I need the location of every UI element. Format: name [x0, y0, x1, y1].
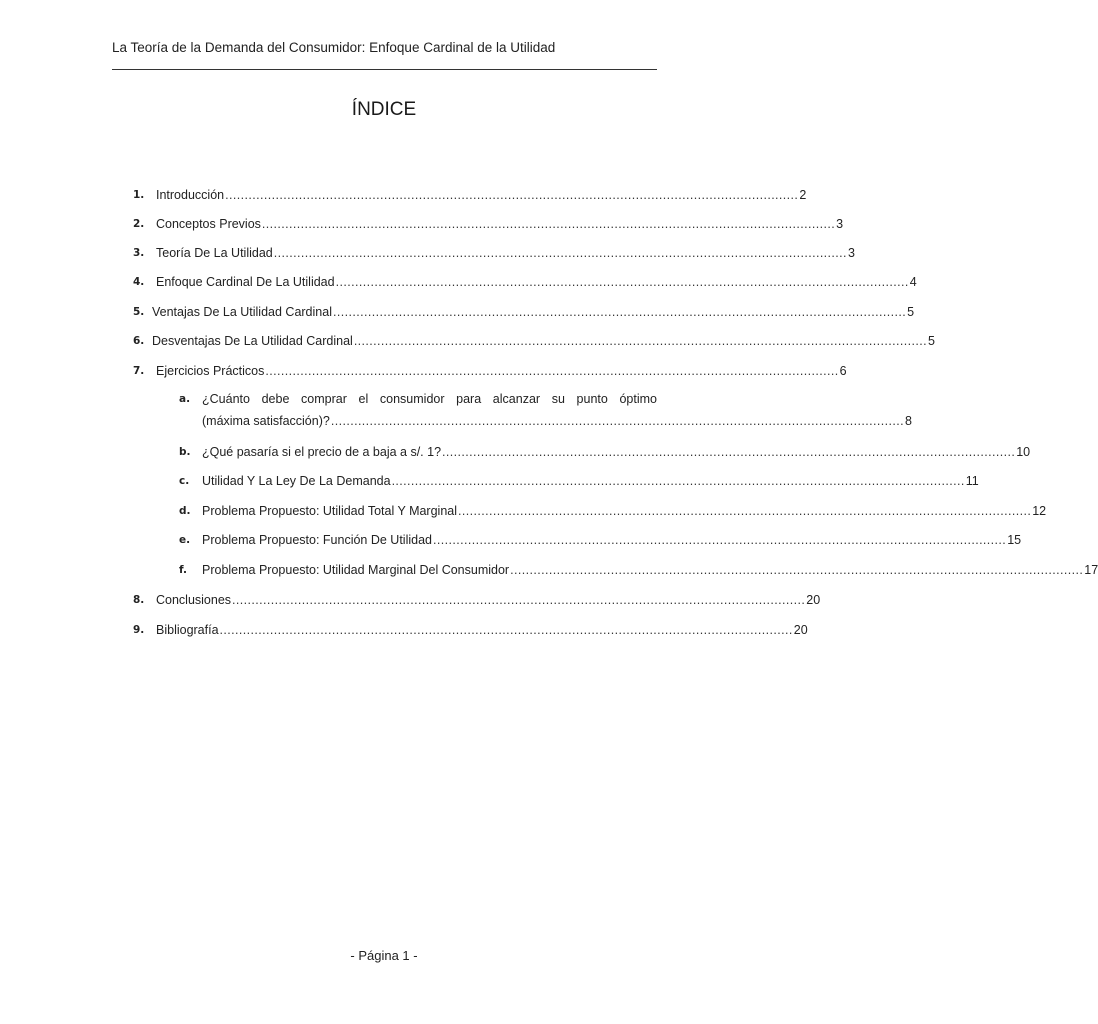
toc-entry-label: ¿Qué pasaría si el precio de a baja a s/. 1?: [202, 445, 442, 459]
toc-entry-number: 9.: [133, 624, 145, 636]
toc-entry-number: f.: [179, 564, 187, 576]
toc-entry-label: Desventajas De La Utilidad Cardinal: [152, 334, 353, 348]
toc-leader-dots: ....................................................................................................................................................: [391, 474, 965, 488]
toc-entry-ventajas[interactable]: [133, 302, 915, 322]
toc-entry-page: 2: [799, 188, 807, 202]
toc-leader-dots: ....................................................................................................................................................: [330, 414, 905, 428]
toc-entry-number: 4.: [133, 276, 145, 288]
toc-entry-page: 15: [1007, 533, 1022, 547]
toc-entry-label: Conclusiones: [156, 593, 232, 607]
toc-entry-page: 20: [806, 593, 821, 607]
toc-subentry-f[interactable]: [179, 560, 1098, 580]
toc-leader-dots: ....................................................................................................................................................: [335, 275, 909, 289]
page-number-footer: - Página 1 -: [350, 948, 418, 963]
toc-leader-dots: ....................................................................................................................................................: [442, 445, 1016, 459]
toc-entry-label-line2: (máxima satisfacción)?: [202, 414, 330, 428]
toc-entry-label: Problema Propuesto: Utilidad Total Y Marginal: [202, 504, 458, 518]
toc-entry-number: 7.: [133, 365, 145, 377]
toc-entry-page: 10: [1016, 445, 1031, 459]
toc-entry-number: b.: [179, 446, 191, 458]
toc-leader-dots: ....................................................................................................................................................: [510, 563, 1084, 577]
toc-leader-dots: ....................................................................................................................................................: [432, 533, 1007, 547]
toc-entry-teoria-utilidad[interactable]: [133, 243, 855, 263]
toc-entry-number: 1.: [133, 189, 145, 201]
toc-entry-number: 3.: [133, 247, 145, 259]
toc-subentry-d[interactable]: [179, 501, 1047, 521]
toc-entry-enfoque-cardinal[interactable]: [133, 272, 917, 292]
toc-entry-page: 17: [1084, 563, 1098, 577]
toc-entry-label: Problema Propuesto: Utilidad Marginal Del Consumidor: [202, 563, 510, 577]
toc-leader-dots: ....................................................................................................................................................: [219, 623, 793, 637]
toc-entry-page: 3: [847, 246, 855, 260]
toc-entry-label: Teoría De La Utilidad: [156, 246, 273, 260]
toc-leader-dots: ....................................................................................................................................................: [265, 364, 839, 378]
toc-leader-dots: ....................................................................................................................................................: [332, 305, 907, 319]
toc-entry-page: 5: [907, 305, 915, 319]
toc-entry-conclusiones[interactable]: [133, 590, 821, 610]
toc-entry-desventajas[interactable]: [133, 331, 935, 351]
toc-leader-dots: ....................................................................................................................................................: [261, 217, 836, 231]
toc-entry-number: 6.: [133, 335, 145, 347]
toc-entry-label: Ejercicios Prácticos: [156, 364, 265, 378]
page-title: ÍNDICE: [351, 99, 417, 120]
toc-entry-page: 12: [1032, 504, 1047, 518]
header-rule: [112, 69, 657, 70]
toc-entry-label: Introducción: [156, 188, 225, 202]
toc-entry-label: Bibliografía: [156, 623, 219, 637]
toc-leader-dots: ....................................................................................................................................................: [353, 334, 928, 348]
toc-entry-ejercicios[interactable]: [133, 361, 847, 381]
toc-entry-page: 11: [965, 474, 979, 488]
toc-entry-page: 5: [928, 334, 935, 348]
toc-entry-conceptos-previos[interactable]: [133, 214, 844, 234]
toc-entry-number: 2.: [133, 218, 145, 230]
toc-entry-page: 4: [909, 275, 917, 289]
toc-entry-introduccion[interactable]: [133, 185, 807, 205]
toc-leader-dots: ....................................................................................................................................................: [232, 593, 806, 607]
toc-leader-dots: ....................................................................................................................................................: [225, 188, 799, 202]
toc-subentry-c[interactable]: [179, 471, 979, 491]
toc-entry-page: 8: [905, 414, 912, 428]
toc-entry-bibliografia[interactable]: [133, 620, 808, 640]
toc-entry-page: 3: [836, 217, 844, 231]
toc-entry-label: Problema Propuesto: Función De Utilidad: [202, 533, 432, 547]
toc-entry-number: c.: [179, 475, 190, 487]
toc-entry-number: e.: [179, 534, 191, 546]
toc-entry-label: Utilidad Y La Ley De La Demanda: [202, 474, 391, 488]
toc-leader-dots: ....................................................................................................................................................: [273, 246, 847, 260]
toc-subentry-e[interactable]: [179, 530, 1022, 550]
toc-leader-dots: ....................................................................................................................................................: [458, 504, 1032, 518]
toc-entry-label-line1: ¿Cuánto debe comprar el consumidor para alcanzar su punto óptimo: [202, 392, 657, 406]
toc-entry-number: a.: [179, 393, 191, 405]
toc-entry-label: Enfoque Cardinal De La Utilidad: [156, 275, 335, 289]
toc-entry-page: 6: [839, 364, 847, 378]
page-header-title: La Teoría de la Demanda del Consumidor: Enfoque Cardinal de la Utilidad: [112, 40, 556, 55]
toc-entry-number: d.: [179, 505, 191, 517]
toc-entry-number: 8.: [133, 594, 145, 606]
toc-subentry-b[interactable]: [179, 442, 1031, 462]
toc-entry-number: 5.: [133, 306, 145, 318]
toc-entry-label: Ventajas De La Utilidad Cardinal: [152, 305, 332, 319]
toc-entry-label: Conceptos Previos: [156, 217, 261, 231]
toc-entry-page: 20: [793, 623, 808, 637]
toc-subentry-a[interactable]: [179, 389, 912, 433]
